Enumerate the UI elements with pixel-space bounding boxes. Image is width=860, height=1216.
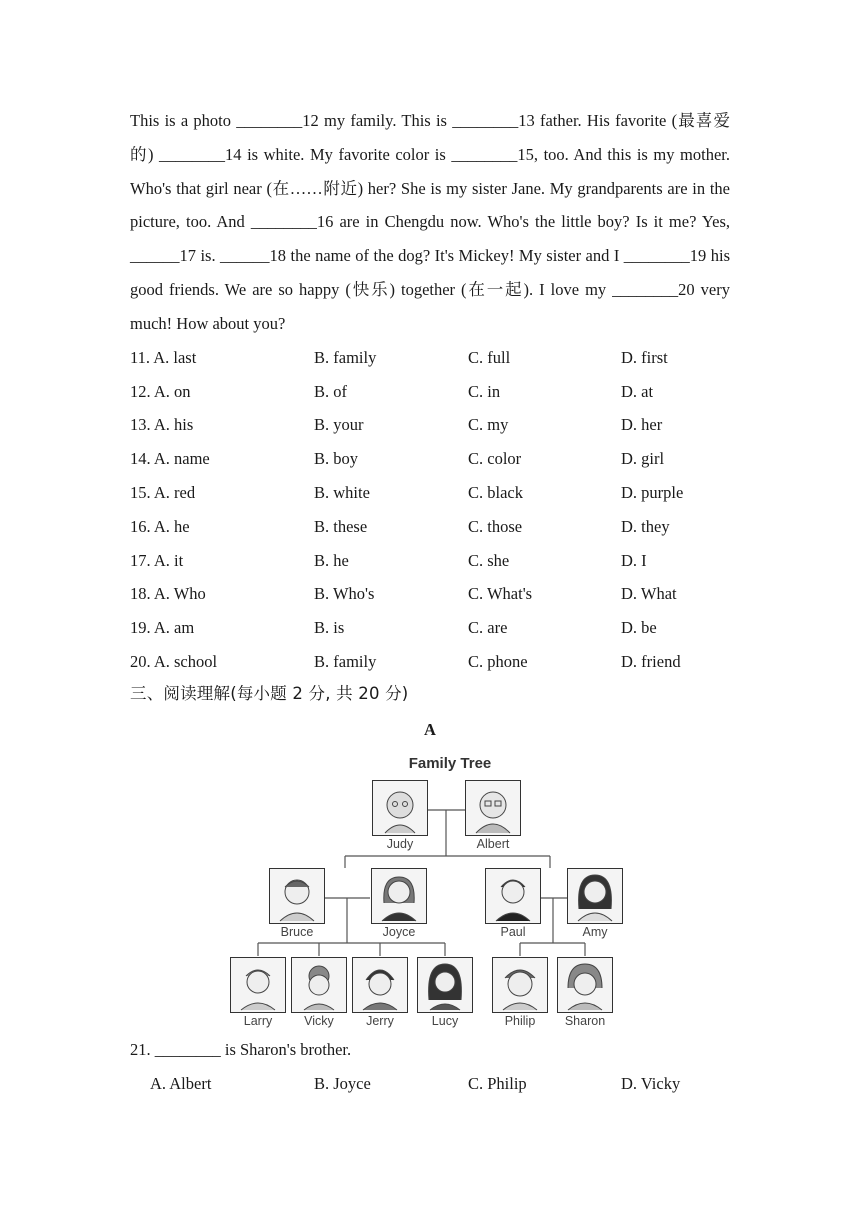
paul-portrait [485, 868, 541, 924]
question-option-d: D. purple [621, 483, 684, 503]
question-option-a: 13. A. his [130, 415, 194, 435]
member-amy [567, 868, 623, 939]
section-title: 三、阅读理解(每小题 2 分, 共 20 分) [130, 684, 409, 703]
q21-option-b: B. Joyce [314, 1074, 371, 1093]
question-row [130, 544, 750, 578]
question-row [130, 578, 750, 612]
question-option-b: B. of [314, 381, 347, 401]
lucy-portrait [417, 957, 473, 1013]
member-jerry [352, 957, 408, 1028]
question-option-c: C. are [468, 618, 508, 638]
question-option-a: 15. A. red [130, 483, 196, 503]
question-row [130, 409, 750, 443]
member-lucy [417, 957, 473, 1028]
question-option-a: 14. A. name [130, 449, 210, 469]
question-option-d: D. at [621, 381, 654, 401]
question-option-a: 12. A. on [130, 381, 191, 401]
question-option-c: C. in [468, 381, 501, 401]
sharon-name: Sharon [564, 1014, 606, 1028]
passage-text: This is a photo ________12 my family. This is ________13 father. His favorite (最喜爱的) ________14 is white. My favorite color is ________15, too. And this is my mother. Who's that girl near (在……附近) her? She is my sister Jane. My grandparents are in the picture, too. And ________16 are in Chengdu now. Who's the little boy? Is it me? Yes, ______17 is. ______18 the name of the dog? It's Mickey! My sister and I ________19 his good friends. We are so happy (快乐) together (在一起). I love my ________20 very much! How about you? [130, 111, 730, 333]
question-option-b: B. he [314, 550, 349, 570]
q21-option-a: A. Albert [150, 1074, 212, 1093]
joyce-name: Joyce [382, 925, 416, 939]
philip-name: Philip [504, 1014, 536, 1028]
judy-name: Judy [386, 837, 414, 851]
judy-portrait [372, 780, 428, 836]
cloze-passage [130, 104, 730, 341]
question-option-b: B. family [314, 347, 377, 367]
lucy-name: Lucy [431, 1014, 459, 1028]
member-albert [465, 780, 521, 851]
member-judy [372, 780, 428, 851]
question-row [130, 341, 750, 375]
question-option-d: D. girl [621, 449, 665, 469]
question-option-d: D. What [621, 584, 677, 604]
question-option-d: D. they [621, 516, 670, 536]
question-option-a: 11. A. last [130, 347, 197, 367]
question-option-a: 17. A. it [130, 550, 184, 570]
question-option-d: D. her [621, 415, 663, 435]
jerry-portrait [352, 957, 408, 1013]
albert-portrait [465, 780, 521, 836]
amy-portrait [567, 868, 623, 924]
vicky-portrait [291, 957, 347, 1013]
question-row [130, 375, 750, 409]
question-option-a: 19. A. am [130, 618, 195, 638]
question-option-d: D. I [621, 550, 647, 570]
member-sharon [557, 957, 613, 1028]
question-option-b: B. family [314, 652, 377, 672]
cloze-options [130, 341, 750, 679]
member-bruce [269, 868, 325, 939]
member-joyce [371, 868, 427, 939]
question-row [130, 611, 750, 645]
paul-name: Paul [500, 925, 526, 939]
question-row [130, 510, 750, 544]
question-row [130, 442, 750, 476]
joyce-portrait [371, 868, 427, 924]
question-21-options [150, 1074, 741, 1094]
question-option-d: D. friend [621, 652, 681, 672]
question-option-a: 20. A. school [130, 652, 218, 672]
q21-option-c: C. Philip [468, 1074, 527, 1093]
question-option-b: B. Who's [314, 584, 375, 604]
vicky-name: Vicky [304, 1014, 334, 1028]
question-option-c: C. phone [468, 652, 528, 672]
question-option-c: C. she [468, 550, 510, 570]
question-option-c: C. black [468, 483, 523, 503]
member-philip [492, 957, 548, 1028]
question-option-b: B. white [314, 483, 370, 503]
question-row [130, 476, 750, 510]
question-option-d: D. first [621, 347, 668, 367]
family-tree-figure [225, 750, 635, 1035]
question-row [130, 645, 750, 679]
philip-portrait [492, 957, 548, 1013]
bruce-portrait [269, 868, 325, 924]
question-option-c: C. What's [468, 584, 533, 604]
question-option-a: 16. A. he [130, 516, 190, 536]
question-option-c: C. my [468, 415, 509, 435]
question-option-b: B. is [314, 618, 345, 638]
member-vicky [291, 957, 347, 1028]
member-larry [230, 957, 286, 1028]
question-option-b: B. boy [314, 449, 359, 469]
sharon-portrait [557, 957, 613, 1013]
question-option-c: C. those [468, 516, 523, 536]
question-option-a: 18. A. Who [130, 584, 206, 604]
question-option-b: B. your [314, 415, 364, 435]
family-tree-title: Family Tree [408, 755, 492, 772]
albert-name: Albert [476, 837, 510, 851]
member-paul [485, 868, 541, 939]
bruce-name: Bruce [280, 925, 314, 939]
question-21-stem: 21. ________ is Sharon's brother. [130, 1040, 352, 1059]
question-option-b: B. these [314, 516, 368, 536]
question-option-c: C. full [468, 347, 511, 367]
question-option-d: D. be [621, 618, 657, 638]
section-a-label: A [424, 720, 436, 739]
amy-name: Amy [582, 925, 608, 939]
jerry-name: Jerry [366, 1014, 394, 1028]
question-option-c: C. color [468, 449, 522, 469]
larry-portrait [230, 957, 286, 1013]
q21-option-d: D. Vicky [621, 1074, 681, 1093]
larry-name: Larry [243, 1014, 273, 1028]
